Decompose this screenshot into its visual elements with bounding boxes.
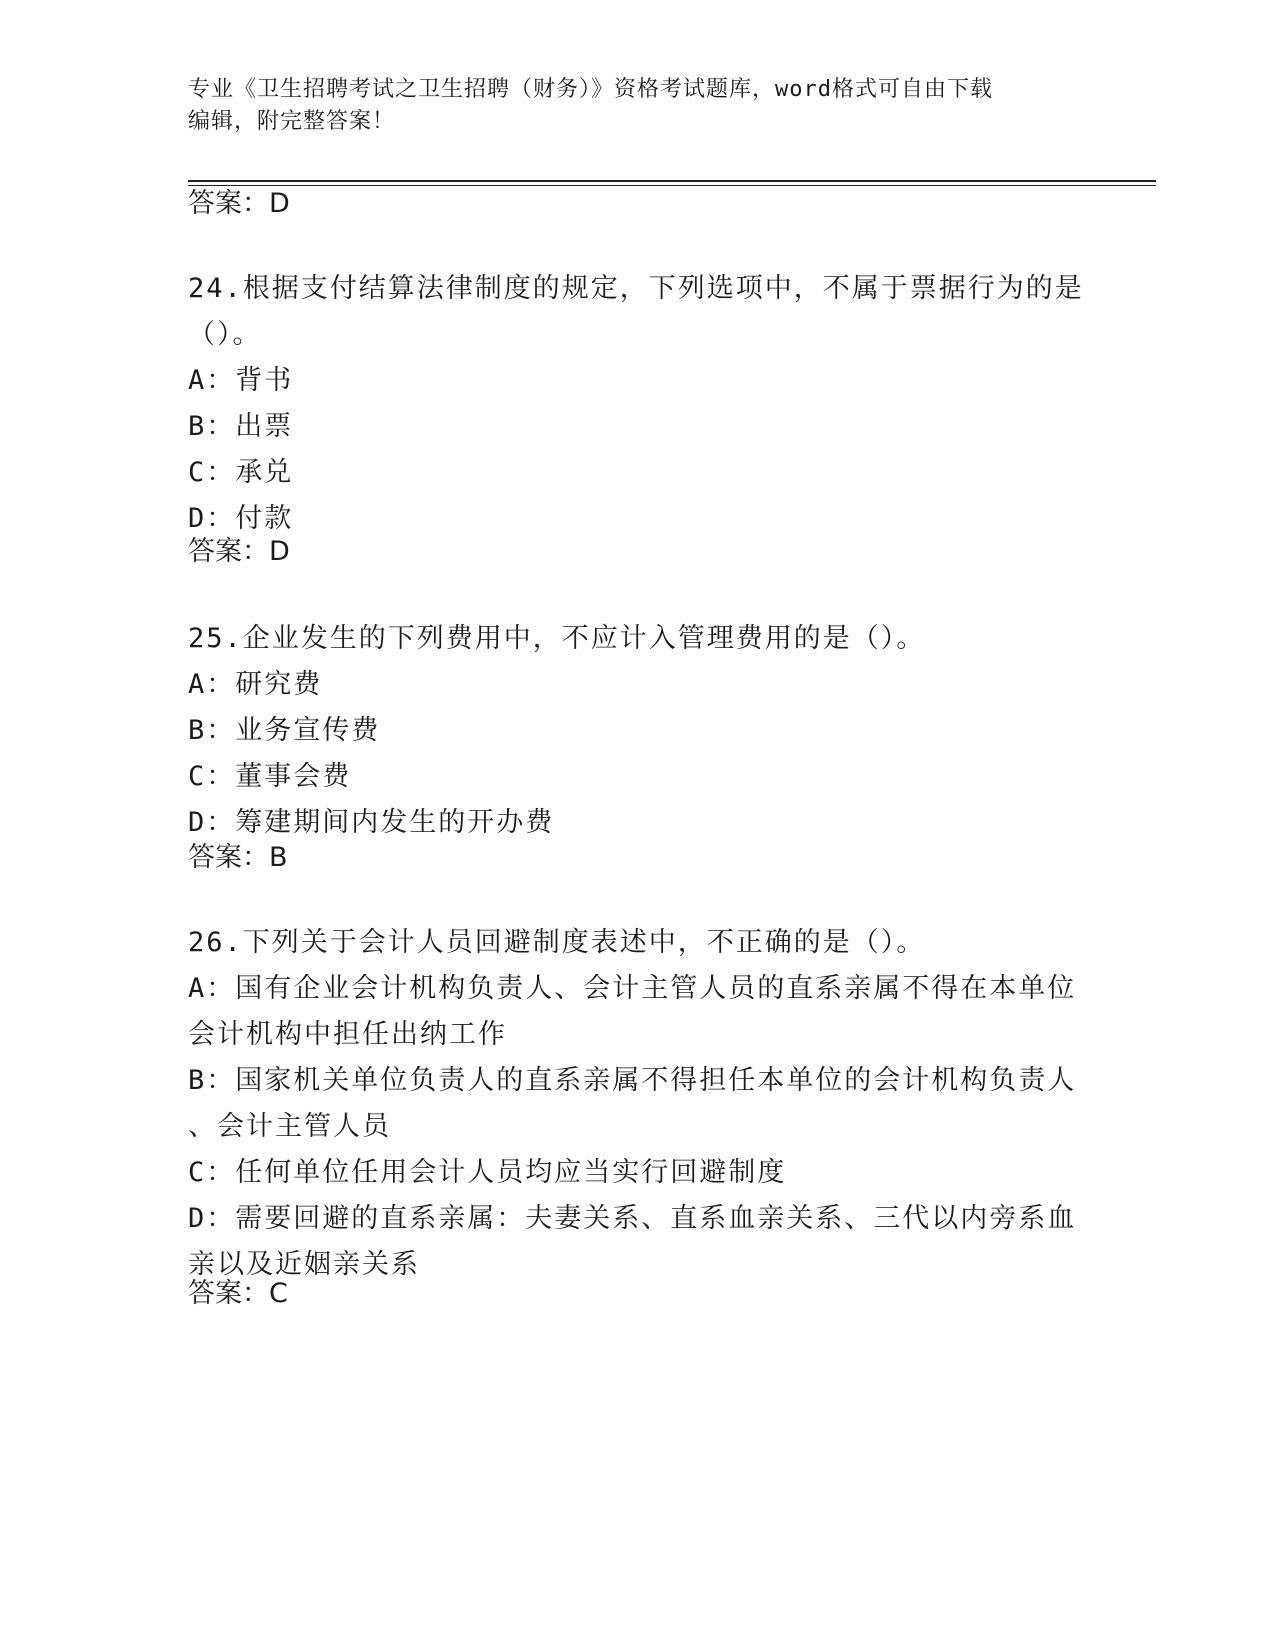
option-a: A：背书 (188, 365, 294, 396)
question-text: 25.企业发生的下列费用中，不应计入管理费用的是（）。 (188, 623, 926, 654)
previous-answer: 答案：D (188, 188, 290, 219)
question-25 (188, 616, 1088, 846)
question-24 (188, 266, 1088, 542)
option-b-cont: 、会计主管人员 (188, 1111, 391, 1142)
option-c: C：任何单位任用会计人员均应当实行回避制度 (188, 1157, 787, 1188)
header-rule-thin (188, 185, 1156, 186)
document-header (188, 74, 1088, 138)
option-d: D：筹建期间内发生的开办费 (188, 807, 555, 838)
header-rule-thick (188, 180, 1156, 182)
option-a: A：国有企业会计机构负责人、会计主管人员的直系亲属不得在本单位 (188, 973, 1077, 1004)
header-line-1: 专业《卫生招聘考试之卫生招聘（财务）》资格考试题库，word格式可自由下载 (188, 77, 993, 102)
option-b: B：出票 (188, 411, 294, 442)
option-a: A：研究费 (188, 669, 323, 700)
question-text: （）。 (188, 319, 262, 350)
option-d-cont: 亲以及近姻亲关系 (188, 1249, 420, 1280)
header-line-2: 编辑，附完整答案！ (188, 109, 396, 134)
answer-26: 答案：C (188, 1278, 288, 1309)
question-text: 24.根据支付结算法律制度的规定，下列选项中，不属于票据行为的是 (188, 273, 1084, 304)
answer-24: 答案：D (188, 536, 290, 567)
question-26 (188, 920, 1088, 1288)
option-d: D：需要回避的直系亲属：夫妻关系、直系血亲关系、三代以内旁系血 (188, 1203, 1077, 1234)
answer-25: 答案：B (188, 842, 288, 873)
option-d: D：付款 (188, 503, 294, 534)
question-text: 26.下列关于会计人员回避制度表述中，不正确的是（）。 (188, 927, 926, 958)
option-c: C：董事会费 (188, 761, 352, 792)
option-b: B：国家机关单位负责人的直系亲属不得担任本单位的会计机构负责人 (188, 1065, 1077, 1096)
option-b: B：业务宣传费 (188, 715, 381, 746)
option-c: C：承兑 (188, 457, 294, 488)
option-a-cont: 会计机构中担任出纳工作 (188, 1019, 507, 1050)
